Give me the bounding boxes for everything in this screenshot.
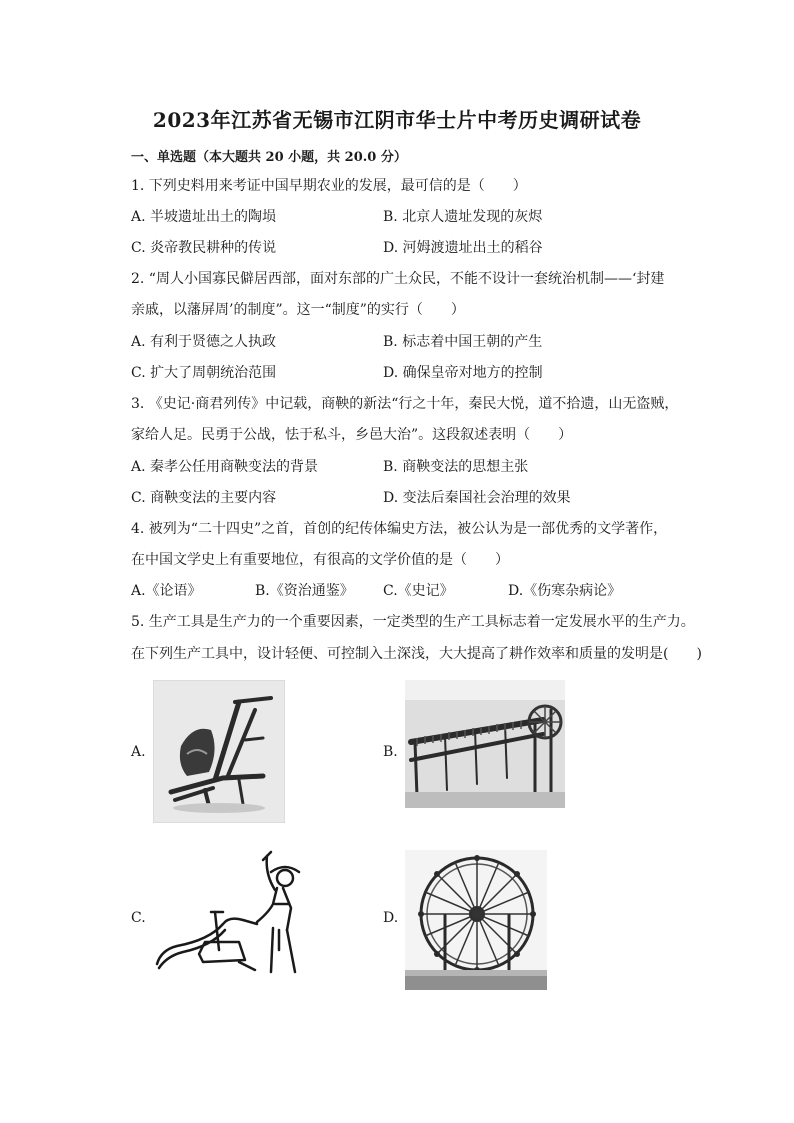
section-heading: 一、单选题（本大题共 20 小题，共 20.0 分） [131, 150, 407, 165]
question-1-option-d: D. 河姆渡遗址出土的稻谷 [383, 240, 543, 256]
question-3-option-a: A. 秦孝公任用商鞅变法的背景 [131, 459, 319, 475]
question-3-option-d: D. 变法后秦国社会治理的效果 [383, 490, 571, 506]
plough-drawing [153, 850, 305, 980]
question-1-option-c: C. 炎帝教民耕种的传说 [131, 240, 277, 256]
question-4-stem-line-2: 在中国文学史上有重要地位，有很高的文学价值的是（ ） [131, 552, 509, 568]
question-1-option-a: A. 半坡遗址出土的陶埙 [131, 209, 277, 225]
question-4-option-b: B.《资治通鉴》 [255, 583, 354, 599]
question-2-option-c: C. 扩大了周朝统治范围 [131, 365, 277, 381]
question-5-stem-line-1: 5. 生产工具是生产力的一个重要因素，一定类型的生产工具标志着一定发展水平的生产力。 [131, 614, 695, 630]
question-1-option-b: B. 北京人遗址发现的灰烬 [383, 209, 543, 225]
question-2-option-a: A. 有利于贤德之人执政 [131, 334, 277, 350]
question-1-stem: 1. 下列史料用来考证中国早期农业的发展，最可信的是（ ） [131, 178, 527, 194]
plough-photo [153, 680, 285, 823]
question-4-stem-line-1: 4. 被列为“二十四史”之首，首创的纪传体编史方法，被公认为是一部优秀的文学著作， [131, 521, 668, 537]
question-2-stem-line-1: 2. “周人小国寡民僻居西部，面对东部的广土众民，不能不设计一套统治机制——‘封建 [131, 271, 665, 287]
water-lift-photo [405, 680, 565, 808]
question-4-option-a: A.《论语》 [131, 583, 202, 599]
question-5-option-d-label: D. [383, 910, 399, 926]
question-5-option-c-label: C. [131, 910, 146, 926]
question-4-option-d: D.《伤寒杂病论》 [508, 583, 622, 599]
question-5-option-b-label: B. [383, 744, 398, 760]
question-2-option-b: B. 标志着中国王朝的产生 [383, 334, 543, 350]
question-5-option-a-label: A. [131, 744, 146, 760]
question-3-option-b: B. 商鞅变法的思想主张 [383, 459, 529, 475]
question-3-stem-line-1: 3. 《史记·商君列传》中记载，商鞅的新法“行之十年，秦民大悦，道不拾遗，山无盗贼， [131, 396, 679, 412]
question-4-option-c: C.《史记》 [383, 583, 454, 599]
page-title: 2023年江苏省无锡市江阴市华士片中考历史调研试卷 [152, 108, 642, 132]
question-3-option-c: C. 商鞅变法的主要内容 [131, 490, 277, 506]
question-2-option-d: D. 确保皇帝对地方的控制 [383, 365, 543, 381]
waterwheel-photo [405, 850, 547, 990]
question-2-stem-line-2: 亲戚，以藩屏周’的制度”。这一“制度”的实行（ ） [131, 302, 465, 318]
question-5-stem-line-2: 在下列生产工具中，设计轻便、可控制入土深浅，大大提高了耕作效率和质量的发明是( ) [131, 646, 702, 662]
question-3-stem-line-2: 家给人足。民勇于公战，怯于私斗，乡邑大治”。这段叙述表明（ ） [131, 427, 573, 443]
